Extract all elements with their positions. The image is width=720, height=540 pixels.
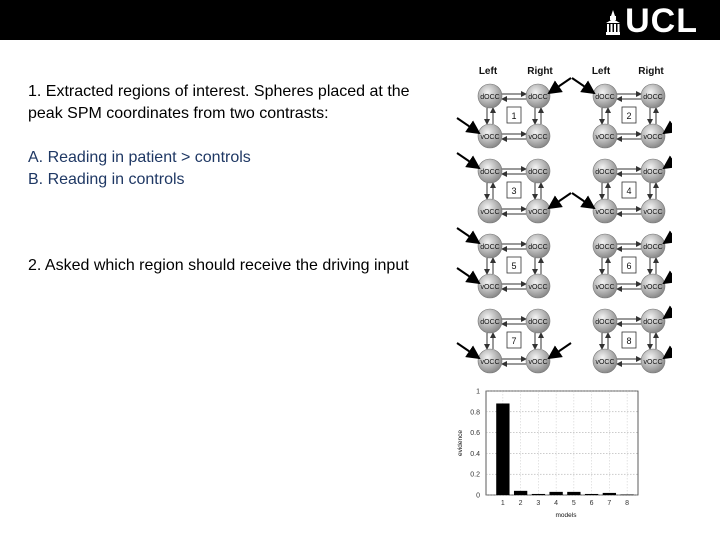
bar — [585, 494, 598, 495]
driving-input-arrow — [457, 228, 479, 243]
driving-input-arrow — [664, 118, 672, 133]
region-label: dOCC — [480, 244, 500, 251]
x-tick-label: 2 — [518, 500, 523, 507]
x-tick-label: 6 — [589, 500, 594, 507]
region-label: vOCC — [528, 359, 548, 366]
region-label: dOCC — [480, 169, 500, 176]
region-label: vOCC — [595, 359, 615, 366]
region-label: dOCC — [595, 94, 615, 101]
region-label: dOCC — [595, 244, 615, 251]
bar — [496, 403, 509, 495]
y-axis-label: evidence — [457, 429, 464, 457]
driving-input-arrow — [549, 78, 571, 93]
model-4 — [572, 153, 672, 223]
region-label: dOCC — [595, 169, 615, 176]
x-tick-label: 4 — [554, 500, 559, 507]
evidence-bar-chart — [452, 385, 652, 520]
model-number: 8 — [626, 336, 632, 346]
header-bar — [0, 0, 720, 40]
bar — [514, 491, 527, 495]
portico-icon — [605, 10, 621, 36]
region-label: vOCC — [643, 359, 663, 366]
x-tick-label: 8 — [625, 500, 630, 507]
model-6 — [593, 228, 672, 298]
y-tick-label: 0 — [476, 492, 480, 500]
x-axis-label: models — [555, 512, 577, 519]
model-number: 4 — [626, 186, 632, 196]
region-label: vOCC — [480, 209, 500, 216]
region-label: dOCC — [595, 319, 615, 326]
region-label: dOCC — [528, 319, 548, 326]
x-tick-label: 1 — [500, 500, 505, 507]
driving-input-arrow — [664, 228, 672, 243]
model-2 — [572, 78, 672, 148]
region-label: vOCC — [595, 284, 615, 291]
region-label: dOCC — [480, 319, 500, 326]
region-label: dOCC — [528, 244, 548, 251]
model-space-diagram — [452, 58, 672, 376]
y-tick-label: 0.2 — [470, 471, 480, 479]
ucl-logo — [605, 2, 698, 40]
region-label: vOCC — [595, 209, 615, 216]
driving-input-arrow — [664, 303, 672, 318]
model-8 — [593, 303, 672, 373]
contrast-b: B. Reading in controls — [28, 171, 185, 188]
driving-input-arrow — [457, 343, 479, 358]
region-label: dOCC — [528, 94, 548, 101]
driving-input-arrow — [549, 343, 571, 358]
driving-input-arrow — [572, 78, 594, 93]
bar — [549, 492, 562, 495]
x-tick-label: 3 — [536, 500, 541, 507]
region-label: vOCC — [528, 209, 548, 216]
model-7 — [457, 309, 571, 373]
model-number: 5 — [511, 261, 517, 271]
bar — [567, 492, 580, 495]
region-label: dOCC — [643, 94, 663, 101]
point-1-text: 1. Extracted regions of interest. Spheres placed at the peak SPM coordinates from two contrasts: — [28, 83, 410, 122]
bar — [532, 494, 545, 495]
x-tick-label: 7 — [607, 500, 612, 507]
model-5 — [457, 228, 550, 298]
y-tick-label: 0.8 — [470, 409, 480, 417]
y-tick-label: 0.6 — [470, 430, 480, 438]
x-tick-label: 5 — [571, 500, 576, 507]
logo-text: UCL — [625, 2, 698, 40]
driving-input-arrow — [664, 343, 672, 358]
model-1 — [457, 78, 571, 148]
region-label: dOCC — [480, 94, 500, 101]
point-2-text: 2. Asked which region should receive the driving input — [28, 257, 409, 274]
region-label: dOCC — [528, 169, 548, 176]
bar — [603, 493, 616, 495]
region-label: vOCC — [480, 359, 500, 366]
model-number: 7 — [511, 336, 517, 346]
region-label: vOCC — [528, 134, 548, 141]
model-number: 3 — [511, 186, 517, 196]
y-tick-label: 1 — [476, 388, 480, 396]
column-label: Right — [638, 66, 664, 77]
driving-input-arrow — [664, 268, 672, 283]
driving-input-arrow — [457, 118, 479, 133]
bar — [620, 494, 633, 495]
model-number: 2 — [626, 111, 632, 121]
contrast-a: A. Reading in patient > controls — [28, 149, 251, 166]
column-label: Left — [478, 66, 498, 77]
model-number: 6 — [626, 261, 632, 271]
region-label: vOCC — [643, 284, 663, 291]
column-label: Right — [527, 66, 553, 77]
contrast-list — [28, 147, 438, 191]
region-label: vOCC — [643, 134, 663, 141]
driving-input-arrow — [549, 193, 571, 208]
driving-input-arrow — [664, 153, 672, 168]
driving-input-arrow — [457, 153, 479, 168]
driving-input-arrow — [457, 268, 479, 283]
column-label: Left — [591, 66, 611, 77]
region-label: dOCC — [643, 319, 663, 326]
region-label: vOCC — [595, 134, 615, 141]
region-label: vOCC — [480, 284, 500, 291]
region-label: vOCC — [528, 284, 548, 291]
region-label: vOCC — [643, 209, 663, 216]
region-label: dOCC — [643, 169, 663, 176]
region-label: vOCC — [480, 134, 500, 141]
region-label: dOCC — [643, 244, 663, 251]
model-number: 1 — [511, 111, 517, 121]
y-tick-label: 0.4 — [470, 450, 480, 458]
driving-input-arrow — [572, 193, 594, 208]
model-3 — [457, 153, 571, 223]
